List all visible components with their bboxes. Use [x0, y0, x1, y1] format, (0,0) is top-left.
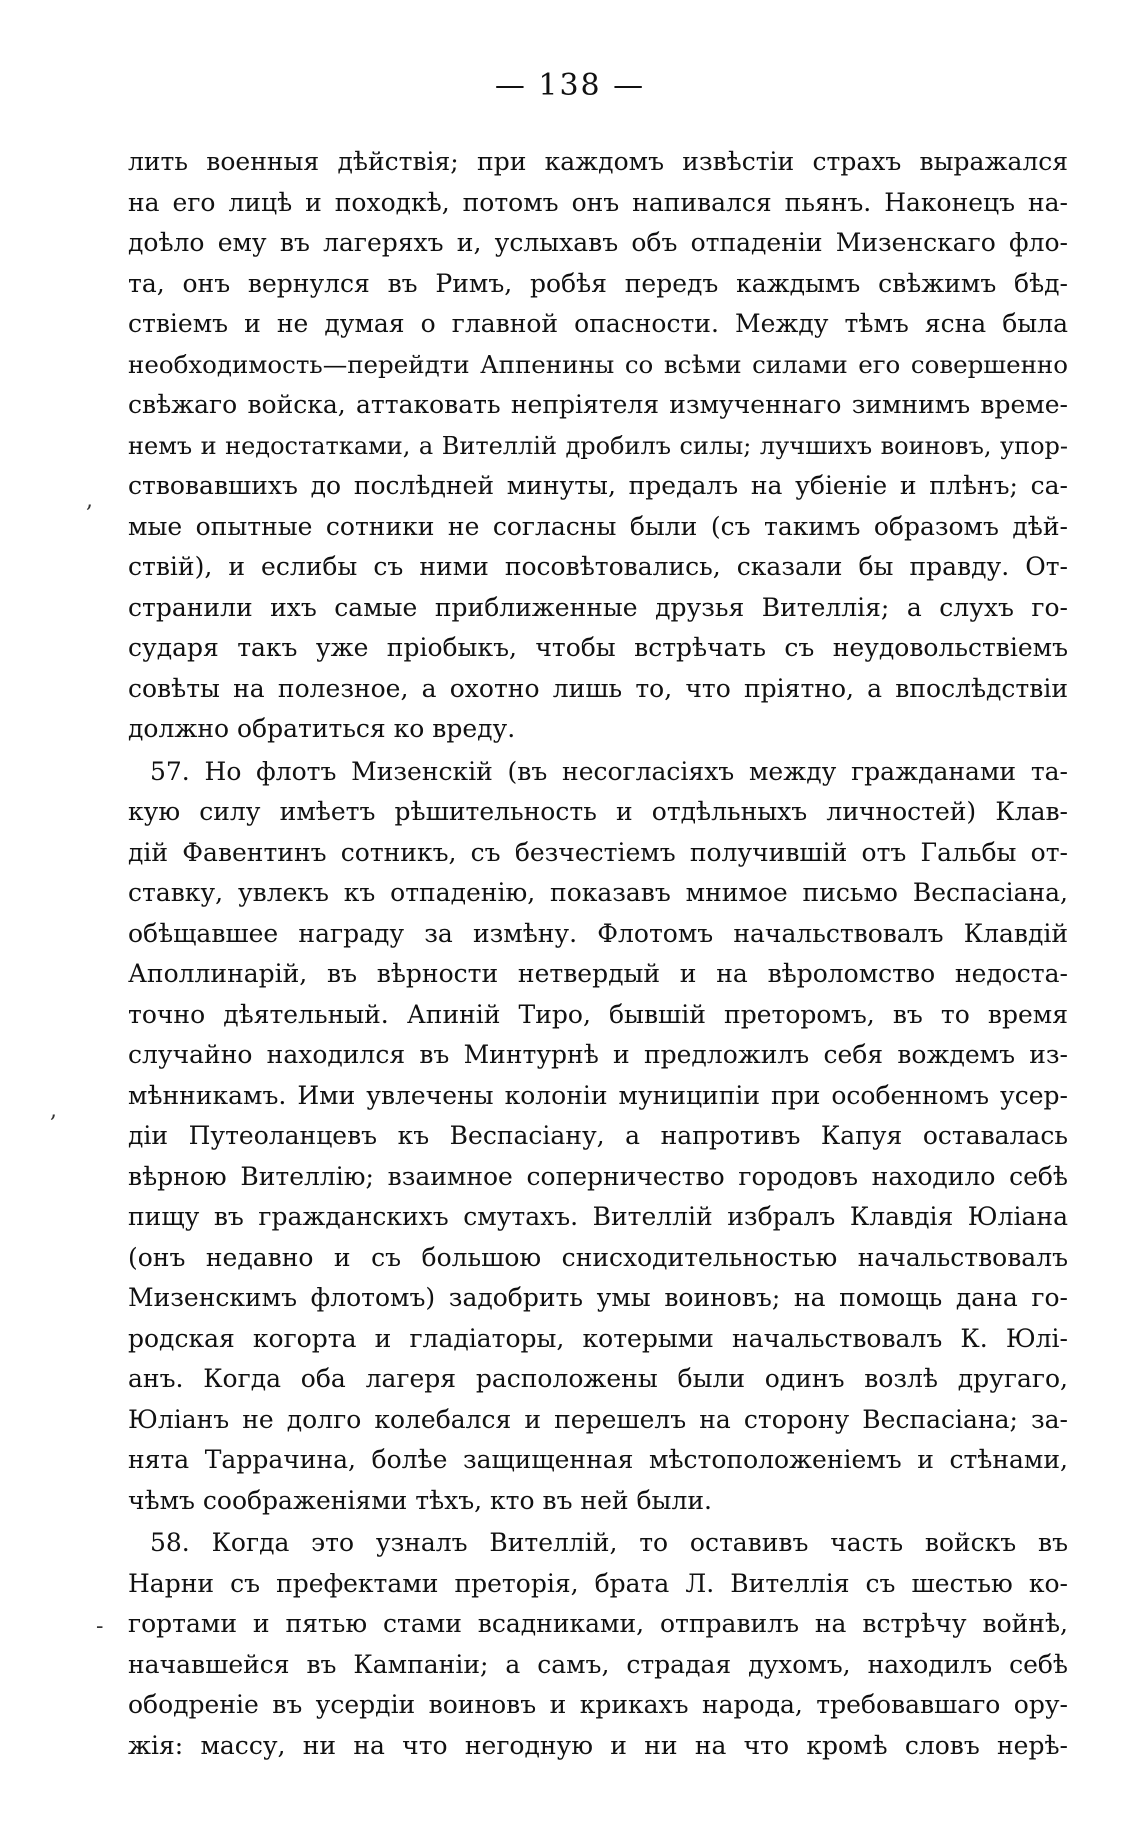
text-line: Юліанъ не долго колебался и перешелъ на сторону Веспасіана; за-: [128, 1404, 1068, 1434]
text-line: обѣщавшее награду за измѣну. Флотомъ начальствовалъ Клавдій: [128, 918, 1068, 948]
text-line: точно дѣятельный. Апиній Тиро, бывшій преторомъ, въ то время: [128, 999, 1068, 1029]
text-line: жія: массу, ни на что негодную и ни на что кромѣ словъ нерѣ-: [128, 1730, 1068, 1760]
text-line: на его лицѣ и походкѣ, потомъ онъ напивался пьянъ. Наконецъ на-: [128, 187, 1068, 217]
text-line: ободреніе въ усердіи воиновъ и крикахъ народа, требовавшаго ору-: [128, 1690, 1068, 1719]
text-line: Нарни съ префектами преторія, брата Л. Вителлія съ шестью ко-: [128, 1568, 1068, 1598]
text-line: Аполлинарій, въ вѣрности нетвердый и на вѣроломство недоста-: [128, 959, 1068, 988]
text-line: ствіемъ и не думая о главной опасности. Между тѣмъ ясна была: [128, 309, 1068, 338]
text-line: та, онъ вернулся въ Римъ, робѣя передъ каждымъ свѣжимъ бѣд-: [128, 268, 1068, 298]
text-line: немъ и недостатками, а Вителлій дробилъ силы; лучшихъ воиновъ, упор-: [128, 431, 1068, 460]
text-line: дій Фавентинъ сотникъ, съ безчестіемъ получившій отъ Гальбы от-: [128, 837, 1068, 867]
text-line: ствовавшихъ до послѣдней минуты, предалъ на убіеніе и плѣнъ; са-: [128, 471, 1068, 500]
text-line: нята Таррачина, болѣе защищенная мѣстоположеніемъ и стѣнами,: [128, 1445, 1068, 1474]
text-line: пищу въ гражданскихъ смутахъ. Вителлій избралъ Клавдія Юліана: [128, 1202, 1068, 1231]
scan-speck: ,: [50, 1098, 57, 1123]
text-line: 57. Но флотъ Мизенскій (въ несогласіяхъ между гражданами та-: [150, 756, 1068, 786]
text-line: (онъ недавно и съ большою снисходительностью начальствовалъ: [128, 1242, 1068, 1272]
paragraph-58: [128, 1523, 1068, 1766]
scan-speck: ,: [86, 488, 93, 513]
text-line: мые опытные сотники не согласны были (съ такимъ образомъ дѣй-: [128, 511, 1068, 541]
text-line: вѣрною Вителлію; взаимное соперничество городовъ находило себѣ: [128, 1161, 1068, 1191]
text-line: 58. Когда это узналъ Вителлій, то оставивъ часть войскъ въ: [150, 1528, 1068, 1557]
text-line: анъ. Когда оба лагеря расположены были одинъ возлѣ другаго,: [128, 1364, 1068, 1393]
paragraph-continuation: [128, 142, 1068, 750]
text-line: родская когорта и гладіаторы, котерыми начальствовалъ К. Юлі-: [128, 1323, 1068, 1353]
text-line: гортами и пятью стами всадниками, отправилъ на встрѣчу войнѣ,: [128, 1609, 1068, 1638]
text-line: свѣжаго войска, аттаковать непріятеля измученнаго зимнимъ време-: [128, 390, 1068, 419]
paragraph-57: [128, 752, 1068, 1522]
text-line: доѣло ему въ лагеряхъ и, услыхавъ объ отпаденіи Мизенскаго фло-: [128, 228, 1068, 257]
page-number: — 138 —: [494, 68, 646, 103]
text-line: діи Путеоланцевъ къ Веспасіану, а напротивъ Капуя оставалась: [128, 1121, 1068, 1150]
text-line: необходимость—перейдти Аппенины со всѣми силами его совершенно: [128, 349, 1068, 379]
text-line: чѣмъ соображеніями тѣхъ, кто въ ней были.: [128, 1485, 712, 1515]
text-line: должно обратиться ко вреду.: [128, 714, 516, 743]
text-line: мѣнникамъ. Ими увлечены колоніи муниципіи при особенномъ усер-: [128, 1080, 1068, 1110]
body-text: [128, 142, 1068, 1766]
text-line: лить военныя дѣйствія; при каждомъ извѣстіи страхъ выражался: [128, 147, 1068, 176]
text-line: начавшейся въ Кампаніи; а самъ, страдая духомъ, находилъ себѣ: [128, 1649, 1068, 1679]
text-line: Мизенскимъ флотомъ) задобрить умы воиновъ; на помощь дана го-: [128, 1283, 1068, 1312]
text-line: сударя такъ уже пріобыкъ, чтобы встрѣчать съ неудовольствіемъ: [128, 633, 1068, 662]
text-line: ствій), и еслибы съ ними посовѣтовались, сказали бы правду. От-: [128, 552, 1068, 581]
text-line: странили ихъ самые приближенные друзья Вителлія; а слухъ го-: [128, 592, 1068, 622]
text-line: случайно находился въ Минтурнѣ и предложилъ себя вождемъ из-: [128, 1040, 1068, 1069]
text-line: совѣты на полезное, а охотно лишь то, что пріятно, а впослѣдствіи: [128, 673, 1068, 703]
text-line: кую силу имѣетъ рѣшительность и отдѣльныхъ личностей) Клав-: [128, 797, 1068, 826]
scan-speck: -: [96, 1614, 104, 1639]
text-line: ставку, увлекъ къ отпаденію, показавъ мнимое письмо Веспасіана,: [128, 878, 1068, 907]
